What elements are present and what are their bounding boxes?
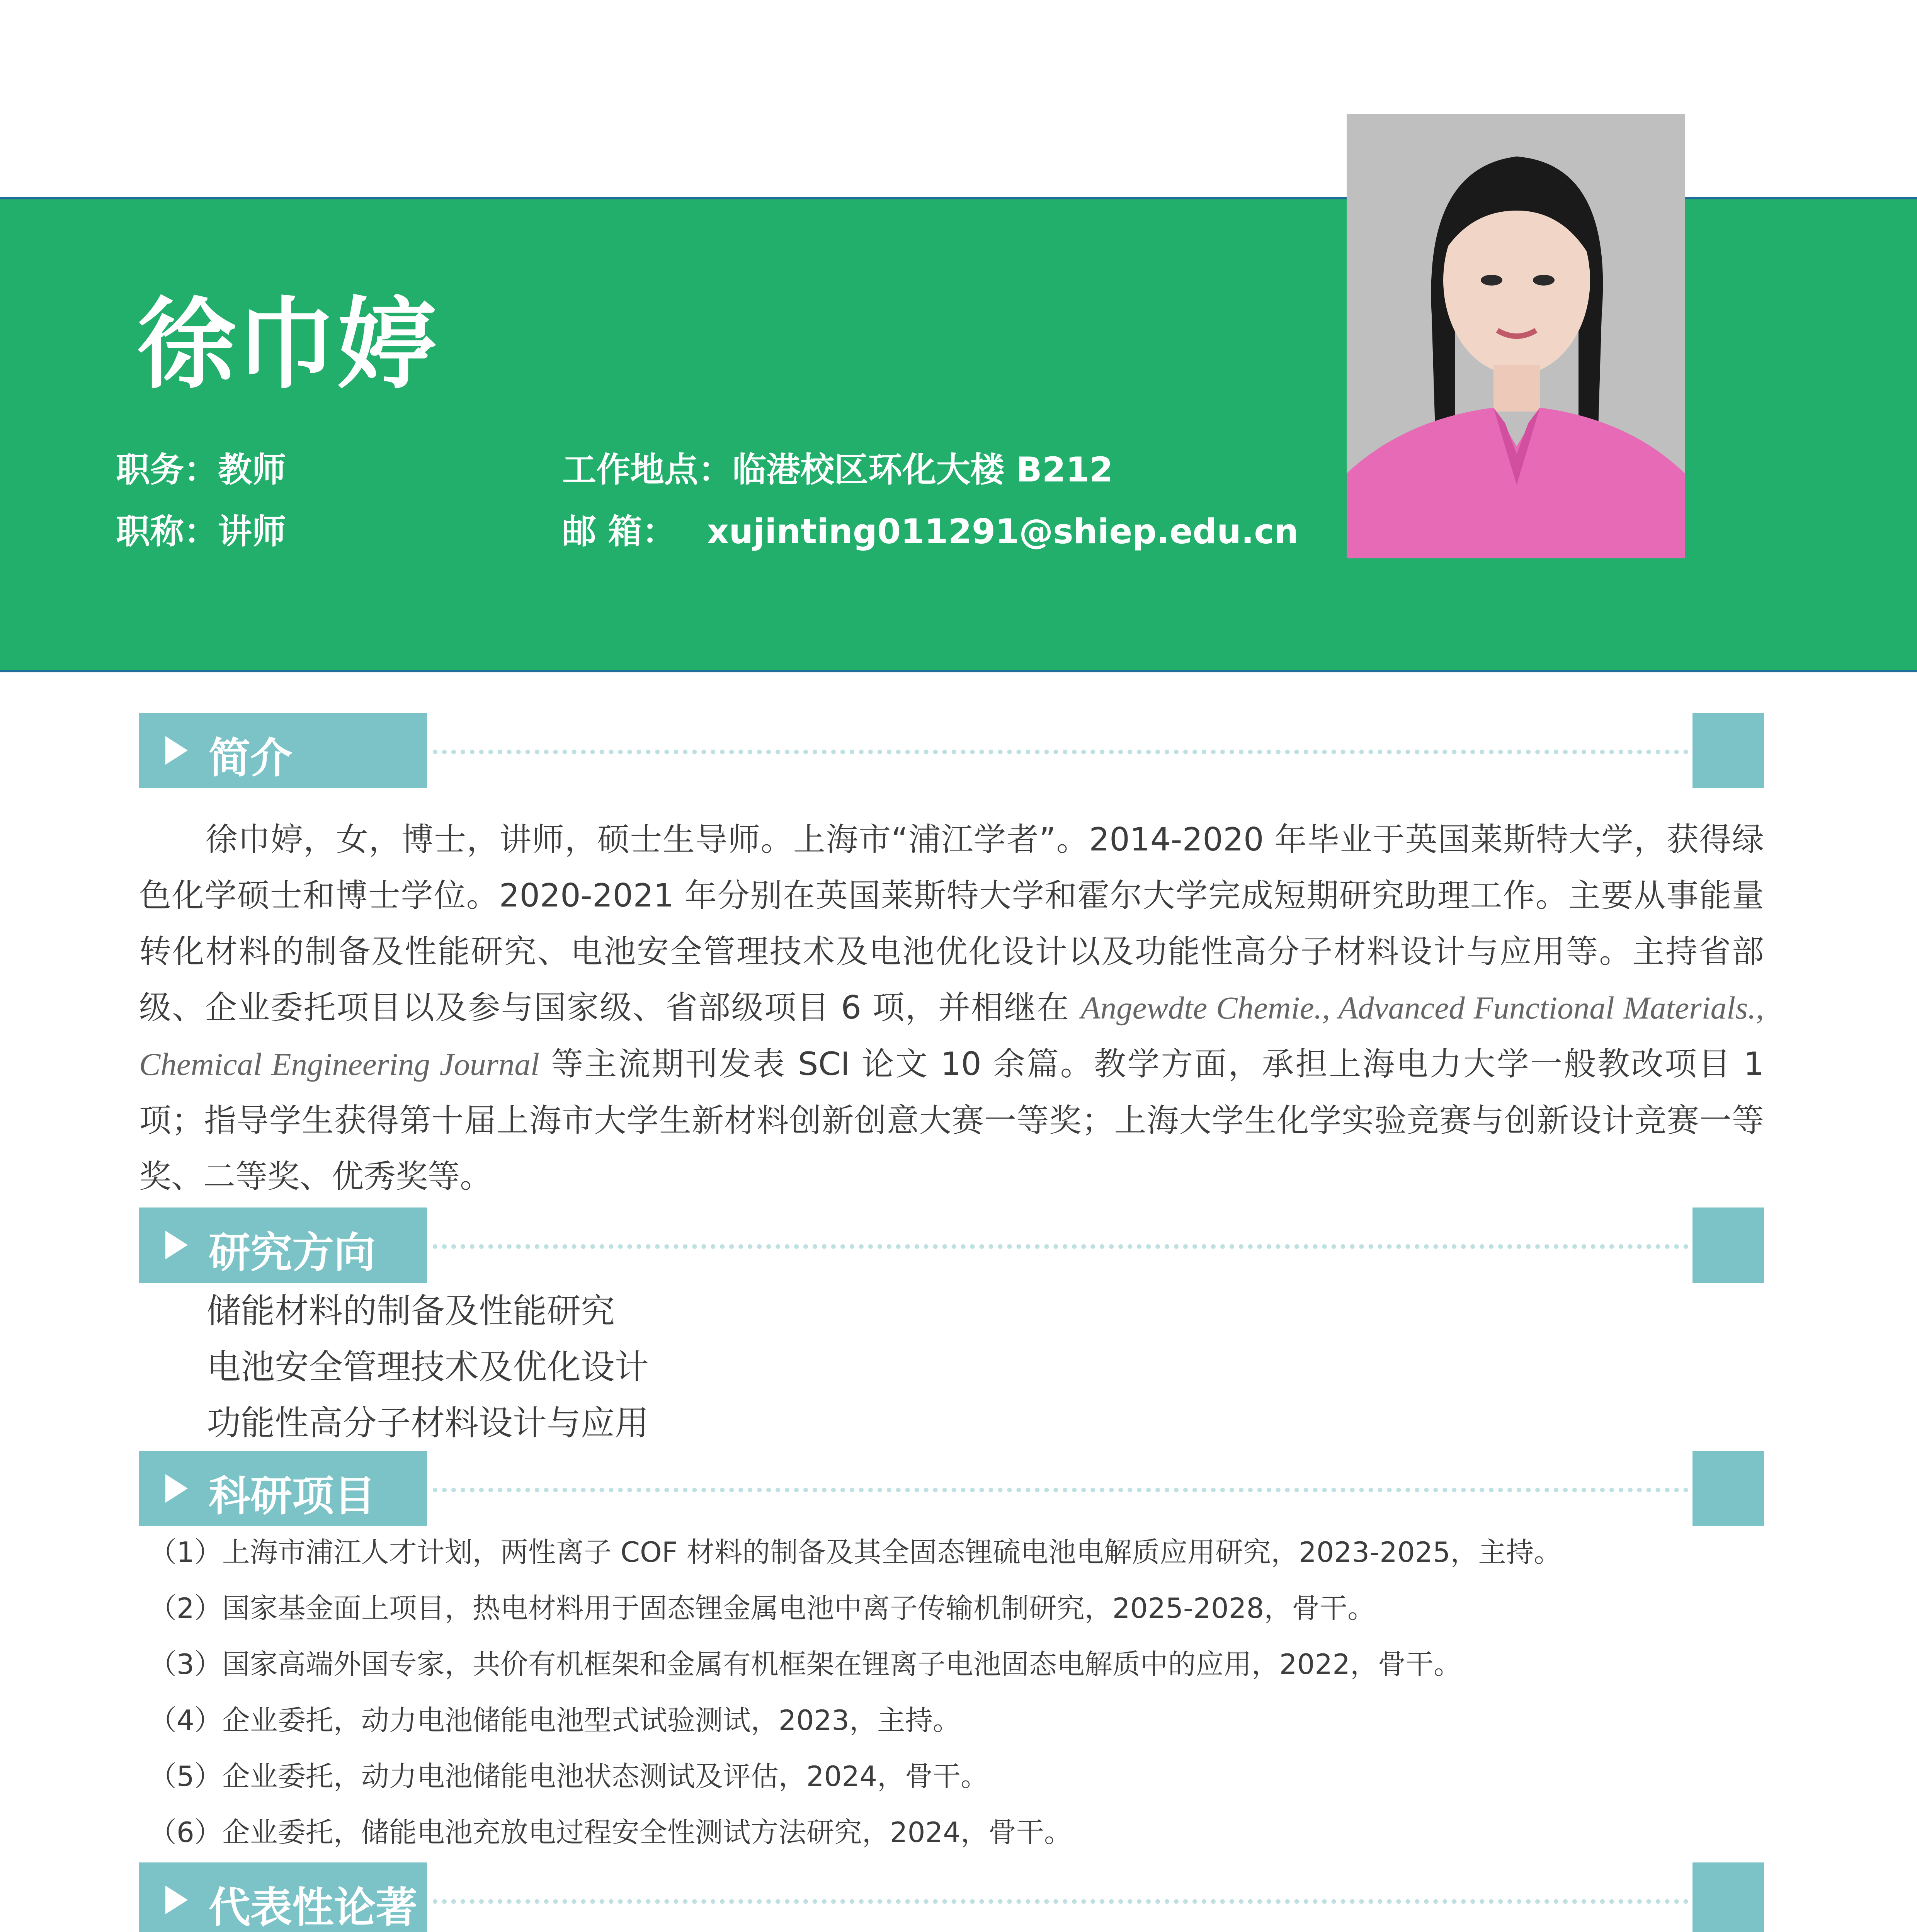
section-header-intro [139, 713, 1764, 788]
email-link[interactable]: xujinting011291@shiep.edu.cn [707, 512, 1299, 551]
triangle-right-icon [165, 1886, 188, 1914]
triangle-right-icon [165, 736, 188, 765]
list-item: （1）上海市浦江人才计划，两性离子 COF 材料的制备及其全固态锂硫电池电解质应用研究，2023-2025，主持。 [149, 1536, 1562, 1568]
list-item: 储能材料的制备及性能研究 [207, 1291, 615, 1331]
triangle-right-icon [165, 1474, 188, 1503]
section-title: 代表性论著 [209, 1884, 418, 1932]
triangle-right-icon [165, 1231, 188, 1259]
list-item: （2）国家基金面上项目，热电材料用于固态锂金属电池中离子传输机制研究，2025-2028，骨干。 [149, 1592, 1376, 1624]
research-list [207, 1283, 649, 1451]
person-name: 徐巾婷 [137, 287, 438, 402]
section-tab [139, 713, 427, 788]
section-tab [139, 1862, 427, 1932]
email-info [562, 505, 1298, 553]
intro-paragraph [139, 811, 1764, 1204]
section-header-projects [139, 1451, 1764, 1526]
intro-text-1: 徐巾婷，女，博士，讲师，硕士生导师。上海市“浦江学者”。2014-2020 年毕业于英国莱斯特大学，获得绿色化学硕士和博士学位。2020-2021 年分别在英国莱斯特大学和霍尔大学完成短期研究助理工作。主要从事能量转化材料的制备及性能研究、电池安全管理技术及电池优化设计以及功能性高分子材料设计与应用等。主持省部级、企业委托项目以及参与国家级、省部级项目 6 项，并相继在 [139, 821, 1764, 1026]
section-end-block [1692, 713, 1764, 788]
section-end-block [1692, 1208, 1764, 1283]
list-item: 功能性高分子材料设计与应用 [207, 1403, 649, 1443]
list-item: （4）企业委托，动力电池储能电池型式试验测试，2023，主持。 [149, 1704, 961, 1736]
section-end-block [1692, 1862, 1764, 1932]
list-item: （6）企业委托，储能电池充放电过程安全性测试方法研究，2024，骨干。 [149, 1816, 1072, 1849]
section-title: 研究方向 [209, 1229, 376, 1277]
dotted-divider [433, 750, 1689, 754]
dotted-divider [433, 1488, 1689, 1492]
list-item: （5）企业委托，动力电池储能电池状态测试及评估，2024，骨干。 [149, 1760, 989, 1793]
email-label: 邮 箱： [562, 512, 676, 551]
section-header-research [139, 1208, 1764, 1283]
dotted-divider [433, 1899, 1689, 1904]
duty-info: 职务：教师 [116, 450, 286, 490]
projects-list [149, 1524, 1561, 1861]
title-info: 职称：讲师 [116, 512, 286, 551]
section-title: 科研项目 [209, 1472, 376, 1520]
section-title: 简介 [209, 734, 293, 782]
dotted-divider [433, 1244, 1689, 1249]
intro-text-2: 等主流期刊发表 SCI 论文 10 余篇。教学方面，承担上海电力大学一般教改项目 1 项；指导学生获得第十届上海市大学生新材料创新创意大赛一等奖；上海大学生化学实验竞赛与创新设计竞赛一等奖、二等奖、优秀奖等。 [139, 1045, 1764, 1195]
section-header-publications [139, 1862, 1764, 1932]
section-tab [139, 1451, 427, 1526]
list-item: （3）国家高端外国专家，共价有机框架和金属有机框架在锂离子电池固态电解质中的应用，2022，骨干。 [149, 1648, 1462, 1680]
portrait-image [1347, 114, 1685, 558]
section-end-block [1692, 1451, 1764, 1526]
section-tab [139, 1208, 427, 1283]
list-item: 电池安全管理技术及优化设计 [207, 1347, 649, 1387]
profile-photo [1347, 114, 1685, 558]
location-info: 工作地点：临港校区环化大楼 B212 [562, 450, 1113, 490]
intro-journals: Angewdte Chemie., Advanced Functional Materials., Chemical Engineering Journal [139, 990, 1764, 1082]
